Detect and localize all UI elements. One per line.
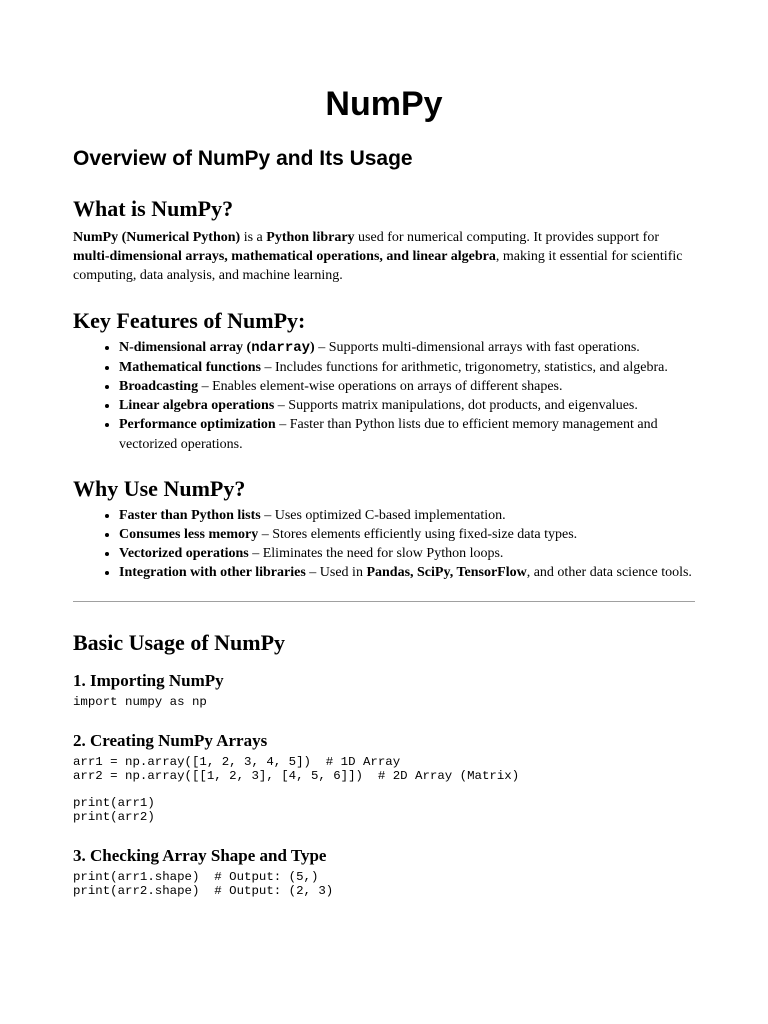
page-title: NumPy: [325, 85, 443, 123]
step-3-code: print(arr1.shape) # Output: (5,) print(arr2.shape) # Output: (2, 3): [73, 870, 334, 898]
text-run: , and other data science tools.: [526, 565, 692, 581]
list-item: [119, 563, 695, 582]
step-2-heading: 2. Creating NumPy Arrays: [73, 731, 268, 751]
bold-text: N-dimensional array (: [119, 339, 252, 355]
bold-text: Integration with other libraries: [119, 565, 306, 581]
step-3-heading: 3. Checking Array Shape and Type: [73, 846, 327, 866]
what-is-heading: What is NumPy?: [73, 196, 234, 221]
step-1-heading: 1. Importing NumPy: [73, 670, 224, 690]
text-run: – Faster than Python lists due to efficient memory management and vectorized operations.: [119, 417, 658, 452]
bold-text: ): [310, 339, 315, 355]
bold-text: Vectorized operations: [119, 546, 249, 562]
bold-text: Pandas, SciPy, TensorFlow: [366, 565, 527, 581]
section-divider: [73, 601, 695, 602]
bold-text: Consumes less memory: [119, 527, 259, 543]
text-run: used for numerical computing. It provides support for: [354, 230, 659, 245]
bold-text: multi-dimensional arrays, mathematical operations, and linear algebra: [73, 249, 496, 265]
list-item: [119, 525, 695, 544]
why-use-list: [73, 506, 695, 583]
text-run: – Used in: [305, 565, 367, 581]
step-1-code: import numpy as np: [73, 694, 207, 709]
text-run: – Supports matrix manipulations, dot products, and eigenvalues.: [274, 398, 638, 414]
text-run: – Uses optimized C-based implementation.: [260, 507, 506, 523]
bold-text: Mathematical functions: [119, 359, 261, 375]
step-2-code: arr1 = np.array([1, 2, 3, 4, 5]) # 1D Array arr2 = np.array([[1, 2, 3], [4, 5, 6]]) # 2D Array (Matrix) print(arr1) print(arr2): [73, 755, 520, 824]
text-run: , making it essential for scientific computing, data analysis, and machine learning.: [73, 249, 683, 284]
bold-text: Broadcasting: [119, 379, 199, 395]
what-is-paragraph: [73, 228, 695, 286]
page-subtitle: Overview of NumPy and Its Usage: [73, 147, 413, 170]
inline-code: ndarray: [251, 339, 311, 356]
key-features-list: [73, 338, 695, 454]
text-run: – Includes functions for arithmetic, trigonometry, statistics, and algebra.: [260, 359, 668, 375]
text-run: – Eliminates the need for slow Python loops.: [248, 546, 504, 562]
basic-usage-heading: Basic Usage of NumPy: [73, 629, 286, 655]
text-run: – Enables element-wise operations on arrays of different shapes.: [198, 379, 563, 395]
key-features-heading: Key Features of NumPy:: [73, 307, 306, 333]
list-item: [119, 396, 695, 415]
text-run: – Stores elements efficiently using fixed-size data types.: [258, 527, 578, 543]
bold-text: Python library: [266, 230, 355, 245]
text-run: is a: [240, 230, 267, 245]
bold-text: Faster than Python lists: [119, 507, 261, 523]
bold-text: NumPy (Numerical Python): [73, 230, 241, 245]
list-item: [119, 338, 695, 358]
list-item: [119, 415, 695, 453]
list-item: [119, 377, 695, 396]
list-item: [119, 358, 695, 377]
bold-text: Linear algebra operations: [119, 398, 275, 414]
text-run: – Supports multi-dimensional arrays with fast operations.: [314, 339, 640, 355]
list-item: [119, 506, 695, 525]
bold-text: Performance optimization: [119, 417, 276, 433]
why-use-heading: Why Use NumPy?: [73, 475, 246, 501]
list-item: [119, 544, 695, 563]
